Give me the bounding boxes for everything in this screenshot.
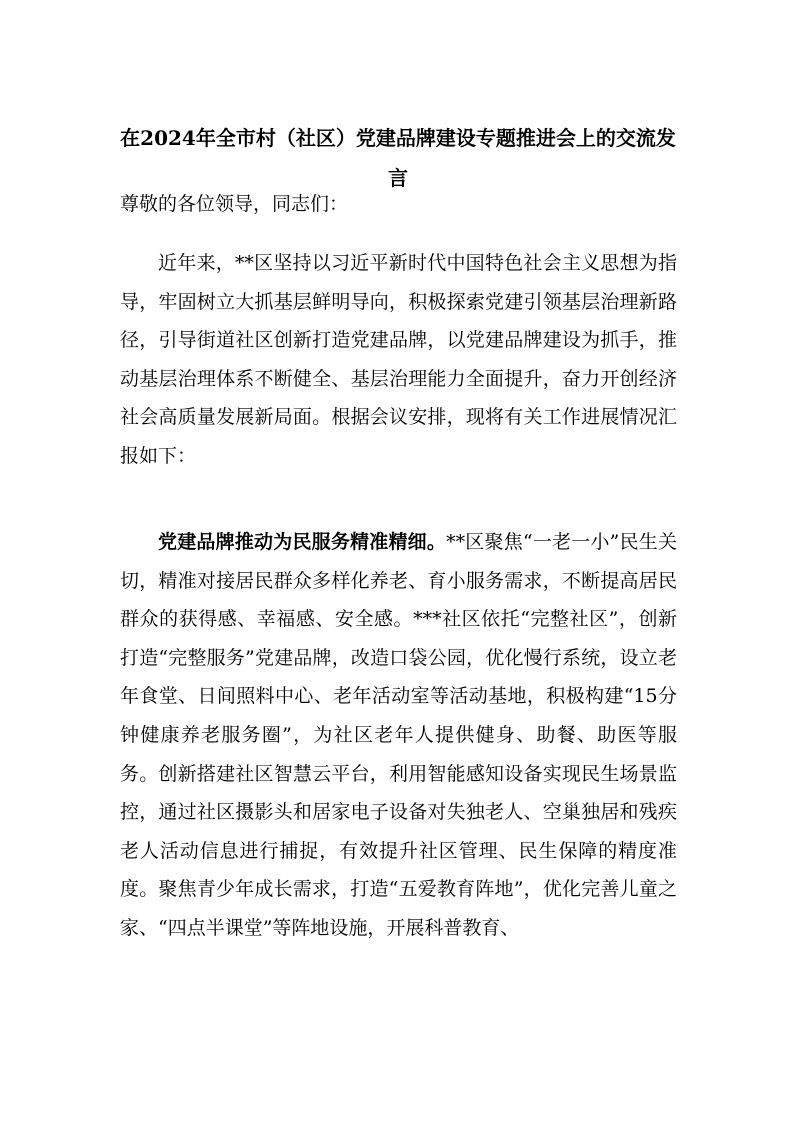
paragraph-lead-heading: 党建品牌推动为民服务精准精细。 [158, 531, 447, 553]
paragraph-party-brand-service [120, 523, 677, 948]
paragraph-intro-text: 近年来，**区坚持以习近平新时代中国特色社会主义思想为指导，牢固树立大抓基层鲜明导向，积极探索党建引领基层治理新路径，引导街道社区创新打造党建品牌，以党建品牌建设为抓手，推动基层治理体系不断健全、基层治理能力全面提升，奋力开创经济社会高质量发展新局面。根据会议安排，现将有关工作进展情况汇报如下： [120, 252, 677, 467]
document-title: 在2024年全市村（社区）党建品牌建设专题推进会上的交流发言 [120, 126, 676, 190]
salutation: 尊敬的各位领导，同志们： [120, 193, 349, 215]
paragraph-party-brand-service-text: **区聚焦“一老一小”民生关切，精准对接居民群众多样化养老、育小服务需求，不断提高居民群众的获得感、幸福感、安全感。***社区依托“完整社区”，创新打造“完整服务”党建品牌，改造口袋公园，优化慢行系统，设立老年食堂、日间照料中心、老年活动室等活动基地，积极构建“15分钟健康养老服务圈”，为社区老年人提供健身、助餐、助医等服务。创新搭建社区智慧云平台，利用智能感知设备实现民生场景监控，通过社区摄影头和居家电子设备对失独老人、空巢独居和残疾老人活动信息进行捕捉，有效提升社区管理、民生保障的精度准度。聚焦青少年成长需求，打造“五爱教育阵地”，优化完善儿童之家、“四点半课堂”等阵地设施，开展科普教育、 [120, 531, 677, 939]
paragraph-intro [120, 244, 677, 476]
